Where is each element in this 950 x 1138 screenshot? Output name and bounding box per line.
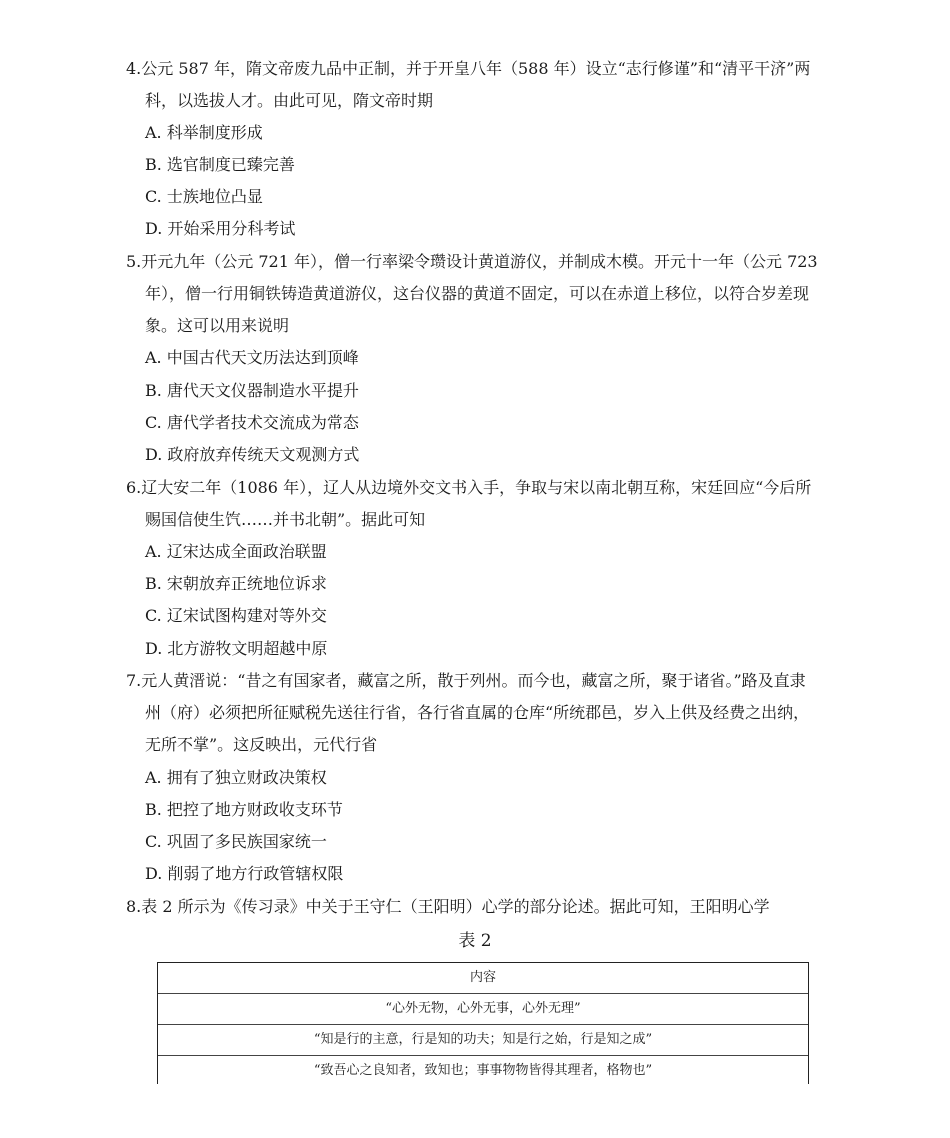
q7-stem-line-2: 州（府）必须把所征赋税先送往行省，各行省直属的仓库“所统郡邑，岁入上供及经费之出纳， <box>145 703 810 722</box>
q6-option-d: D. 北方游牧文明超越中原 <box>145 639 328 658</box>
q5-stem-line-3: 象。这可以用来说明 <box>145 316 290 335</box>
table-row-3: “致吾心之良知者，致知也；事事物物皆得其理者，格物也” <box>313 1063 653 1078</box>
q5-stem-line-2: 年），僧一行用铜铁铸造黄道游仪，这台仪器的黄道不固定，可以在赤道上移位，以符合岁差现 <box>145 284 810 303</box>
q7-option-d: D. 削弱了地方行政管辖权限 <box>145 864 344 883</box>
q4-stem-line-2: 科，以选拔人才。由此可见，隋文帝时期 <box>145 91 434 110</box>
q4-option-b: B. 选官制度已臻完善 <box>145 155 295 174</box>
q4-option-c: C. 士族地位凸显 <box>145 187 263 206</box>
q6-option-b: B. 宋朝放弃正统地位诉求 <box>145 574 327 593</box>
q7-stem-line-1: 7.元人黄溍说：“昔之有国家者，藏富之所，散于列州。而今也，藏富之所，聚于诸省。”路及直隶 <box>126 671 806 690</box>
q8-stem-line-1: 8.表 2 所示为《传习录》中关于王守仁（王阳明）心学的部分论述。据此可知，王阳明心学 <box>126 897 770 916</box>
q6-option-c: C. 辽宋试图构建对等外交 <box>145 606 327 625</box>
q4-option-a: A. 科举制度形成 <box>145 123 263 142</box>
q7-option-b: B. 把控了地方财政收支环节 <box>145 800 343 819</box>
q7-stem-line-3: 无所不掌”。这反映出，元代行省 <box>145 735 378 754</box>
q5-option-a: A. 中国古代天文历法达到顶峰 <box>145 348 359 367</box>
q7-option-c: C. 巩固了多民族国家统一 <box>145 832 327 851</box>
q4-option-d: D. 开始采用分科考试 <box>145 219 296 238</box>
q5-option-c: C. 唐代学者技术交流成为常态 <box>145 413 359 432</box>
q6-stem-line-2: 赐国信使生饩……并书北朝”。据此可知 <box>145 510 426 529</box>
table-row-2: “知是行的主意，行是知的功夫；知是行之始，行是知之成” <box>158 1025 808 1056</box>
table-header: 内容 <box>158 963 808 994</box>
q5-stem-line-1: 5.开元九年（公元 721 年），僧一行率梁令瓒设计黄道游仪，并制成木模。开元十一年（公元 723 <box>126 252 818 271</box>
table-caption: 表 2 <box>458 931 492 951</box>
q7-option-a: A. 拥有了独立财政决策权 <box>145 768 327 787</box>
q5-option-b: B. 唐代天文仪器制造水平提升 <box>145 381 359 400</box>
q4-stem-line-1: 4.公元 587 年，隋文帝废九品中正制，并于开皇八年（588 年）设立“志行修谨”和“清平干济”两 <box>126 59 811 78</box>
q5-option-d: D. 政府放弃传统天文观测方式 <box>145 445 360 464</box>
table-row-1: “心外无物，心外无事，心外无理” <box>158 994 808 1025</box>
q6-option-a: A. 辽宋达成全面政治联盟 <box>145 542 327 561</box>
quote-table <box>157 962 809 1084</box>
q6-stem-line-1: 6.辽大安二年（1086 年），辽人从边境外交文书入手，争取与宋以南北朝互称，宋廷回应“今后所 <box>126 478 812 497</box>
